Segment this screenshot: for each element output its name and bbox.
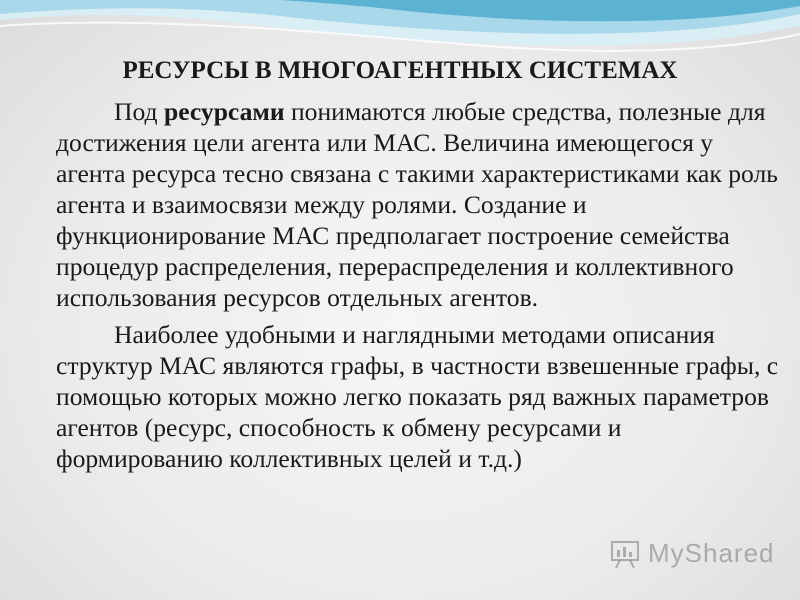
paragraph1-after: понимаются любые средства, полезные для достижения цели агента или МАС. Величина имеющегося у агента ресурса тесно связана с такими характеристиками как роль агента и взаимосвязи между ролями. Создание и функционирование МАС предполагает построение семейства процедур распределения, перераспределения и коллективного использования ресурсов отдельных агентов.	[56, 97, 778, 312]
presentation-board-icon	[610, 540, 642, 570]
slide-title: РЕСУРСЫ В МНОГОАГЕНТНЫХ СИСТЕМАХ	[122, 57, 678, 84]
watermark	[604, 530, 774, 576]
slide-body	[56, 96, 780, 474]
watermark-text: MyShared	[648, 538, 775, 568]
keyword-resources: ресурсами	[163, 97, 285, 126]
paragraph1-before: Под	[114, 97, 164, 126]
paragraph-graphs: Наиболее удобными и наглядными методами описания структур МАС являются графы, в частности взвешенные графы, с помощью которых можно легко показать ряд важных параметров агентов (ресурс, способность к обмену ресурсами и формированию коллективных целей и т.д.)	[56, 320, 779, 473]
paragraph-resources-definition	[56, 96, 780, 313]
